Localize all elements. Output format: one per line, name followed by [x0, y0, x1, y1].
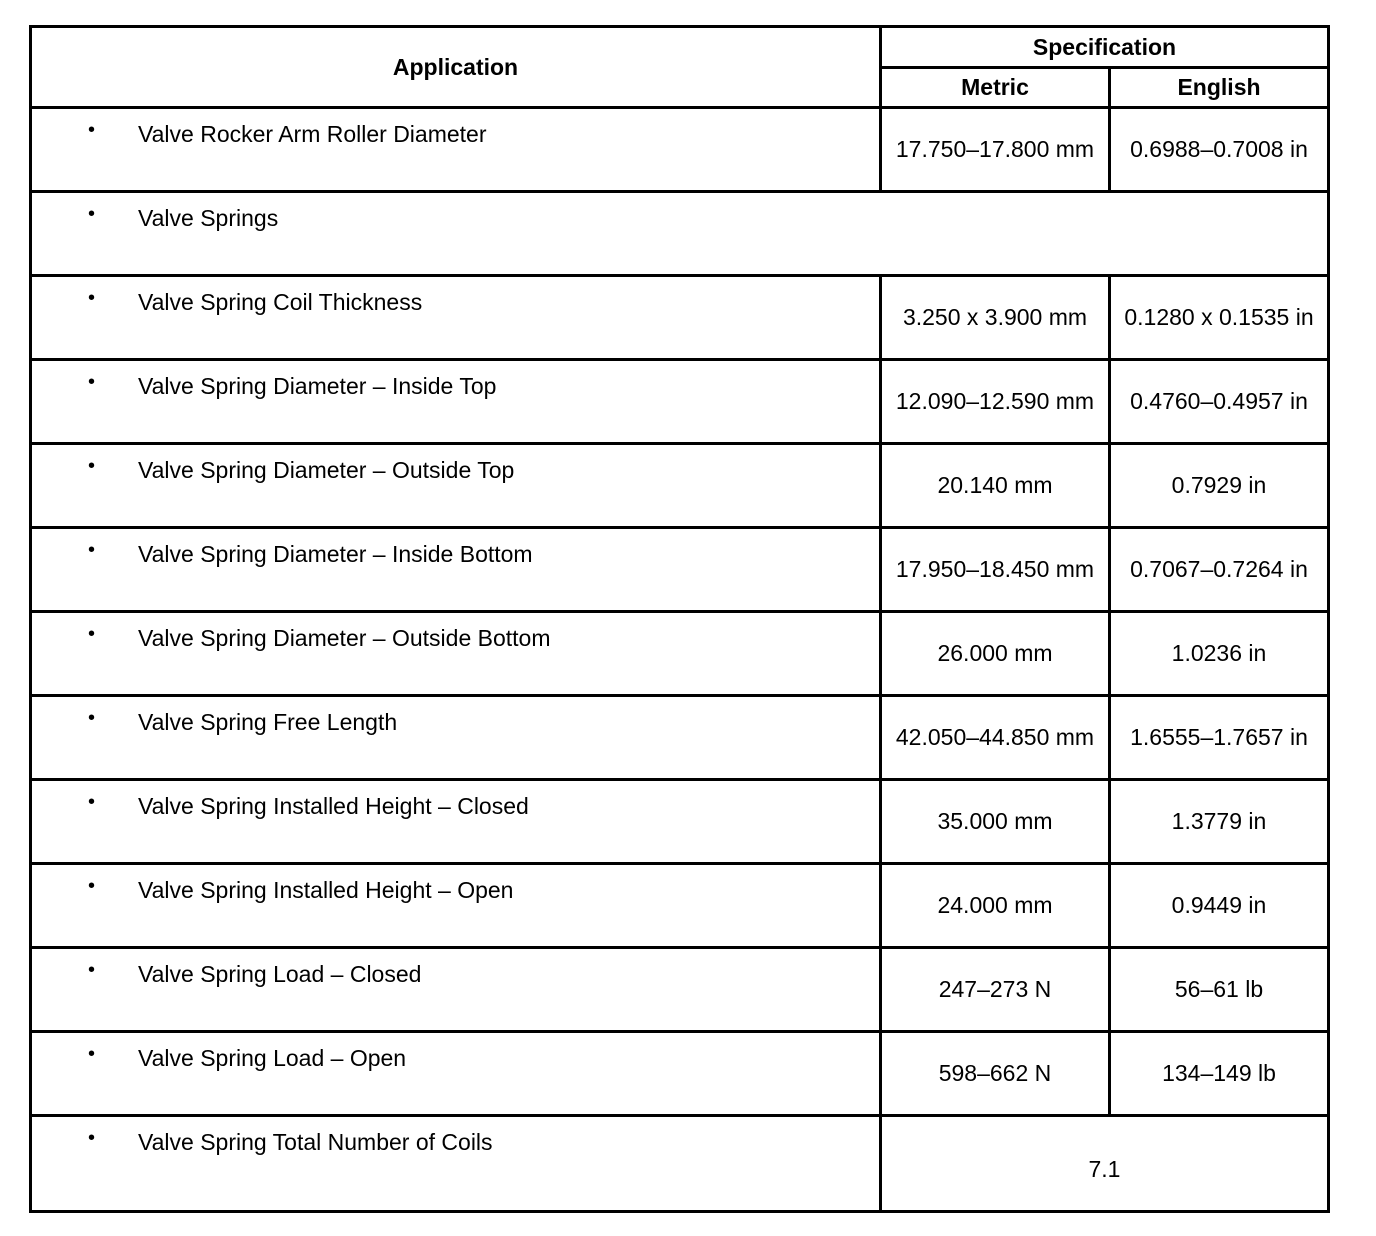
table-row: [31, 780, 1329, 864]
bullet-icon: •: [88, 623, 96, 645]
application-cell: [31, 948, 881, 1032]
bullet-icon: •: [88, 791, 96, 813]
metric-header: Metric: [881, 68, 1110, 108]
english-value-cell: 0.4760–0.4957 in: [1110, 360, 1329, 444]
bullet-icon: •: [88, 455, 96, 477]
metric-value-cell: 17.950–18.450 mm: [881, 528, 1110, 612]
application-cell: [31, 864, 881, 948]
bullet-icon: •: [88, 119, 96, 141]
table-row: [31, 612, 1329, 696]
application-label: Valve Spring Load – Open: [138, 1045, 407, 1071]
application-header: Application: [31, 27, 881, 108]
metric-value-cell: 247–273 N: [881, 948, 1110, 1032]
application-label: Valve Spring Installed Height – Open: [138, 877, 514, 903]
table-row: [31, 360, 1329, 444]
application-cell: [31, 528, 881, 612]
metric-value-cell: 3.250 x 3.900 mm: [881, 276, 1110, 360]
table-row: [31, 1032, 1329, 1116]
application-label: Valve Spring Coil Thickness: [138, 289, 423, 315]
application-label: Valve Spring Load – Closed: [138, 961, 422, 987]
application-label: Valve Spring Total Number of Coils: [138, 1129, 493, 1155]
metric-value-cell: 17.750–17.800 mm: [881, 108, 1110, 192]
metric-value-cell: 42.050–44.850 mm: [881, 696, 1110, 780]
english-value-cell: 0.6988–0.7008 in: [1110, 108, 1329, 192]
bullet-icon: •: [88, 959, 96, 981]
bullet-icon: •: [88, 1043, 96, 1065]
application-label: Valve Spring Diameter – Outside Bottom: [138, 625, 551, 651]
table-row: [31, 192, 1329, 276]
application-cell: [31, 108, 881, 192]
table-body: [31, 108, 1329, 1212]
bullet-icon: •: [88, 287, 96, 309]
english-value-cell: 1.3779 in: [1110, 780, 1329, 864]
specification-table: [29, 25, 1330, 1213]
application-label: Valve Spring Diameter – Inside Bottom: [138, 541, 533, 567]
application-cell: [31, 360, 881, 444]
english-value-cell: 0.9449 in: [1110, 864, 1329, 948]
table-row: [31, 528, 1329, 612]
application-label: Valve Spring Diameter – Inside Top: [138, 373, 497, 399]
metric-value-cell: 26.000 mm: [881, 612, 1110, 696]
metric-value-cell: 12.090–12.590 mm: [881, 360, 1110, 444]
combined-value-cell: 7.1: [881, 1116, 1329, 1212]
bullet-icon: •: [88, 371, 96, 393]
english-value-cell: 0.7929 in: [1110, 444, 1329, 528]
application-cell: [31, 780, 881, 864]
application-label: Valve Spring Free Length: [138, 709, 398, 735]
bullet-icon: •: [88, 1127, 96, 1149]
table-row: [31, 948, 1329, 1032]
bullet-icon: •: [88, 539, 96, 561]
table-row: [31, 444, 1329, 528]
english-header: English: [1110, 68, 1329, 108]
specification-header: Specification: [881, 27, 1329, 68]
application-label: Valve Spring Installed Height – Closed: [138, 793, 529, 819]
application-label: Valve Spring Diameter – Outside Top: [138, 457, 515, 483]
bullet-icon: •: [88, 203, 96, 225]
metric-value-cell: 598–662 N: [881, 1032, 1110, 1116]
metric-value-cell: 20.140 mm: [881, 444, 1110, 528]
table-row: [31, 276, 1329, 360]
english-value-cell: 0.7067–0.7264 in: [1110, 528, 1329, 612]
metric-value-cell: 35.000 mm: [881, 780, 1110, 864]
application-cell: [31, 1032, 881, 1116]
english-value-cell: 1.6555–1.7657 in: [1110, 696, 1329, 780]
application-cell: [31, 276, 881, 360]
table-row: [31, 864, 1329, 948]
bullet-icon: •: [88, 707, 96, 729]
table-row: [31, 696, 1329, 780]
application-cell: [31, 192, 1329, 276]
english-value-cell: 1.0236 in: [1110, 612, 1329, 696]
application-cell: [31, 1116, 881, 1212]
english-value-cell: 0.1280 x 0.1535 in: [1110, 276, 1329, 360]
application-label: Valve Springs: [138, 205, 279, 231]
metric-value-cell: 24.000 mm: [881, 864, 1110, 948]
application-cell: [31, 444, 881, 528]
english-value-cell: 56–61 lb: [1110, 948, 1329, 1032]
table-row: [31, 1116, 1329, 1212]
table-row: [31, 108, 1329, 192]
application-label: Valve Rocker Arm Roller Diameter: [138, 121, 487, 147]
application-cell: [31, 696, 881, 780]
bullet-icon: •: [88, 875, 96, 897]
english-value-cell: 134–149 lb: [1110, 1032, 1329, 1116]
application-cell: [31, 612, 881, 696]
